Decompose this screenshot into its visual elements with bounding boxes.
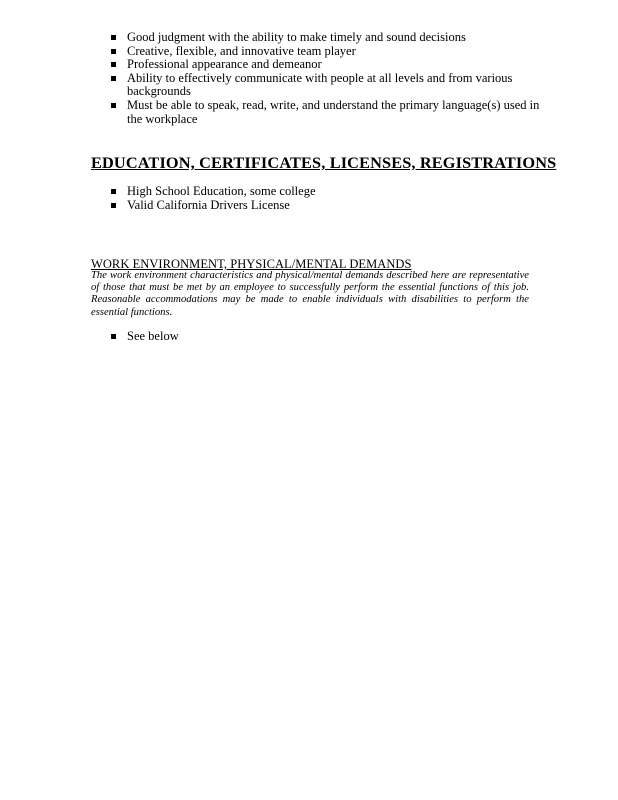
square-bullet-icon [111,203,116,208]
list-item [127,58,547,72]
list-item-text: See below [127,329,179,343]
education-heading: EDUCATION, CERTIFICATES, LICENSES, REGISTRATIONS [91,153,557,172]
list-item-text: Creative, flexible, and innovative team player [127,43,356,58]
list-item [127,72,547,99]
work-environment-description: The work environment characteristics and physical/mental demands described here are representative of those that must be met by an employee to successfully perform the essential functions of this job. Reasonable accommodations may be made to enable individuals with disabilities to perform the essential functions. [91,270,529,318]
list-item-text: Must be able to speak, read, write, and understand the primary language(s) used in the workplace [127,97,540,126]
list-item-text: High School Education, some college [127,184,316,198]
square-bullet-icon [111,103,116,108]
list-item [127,31,547,45]
list-item [127,45,547,59]
square-bullet-icon [111,334,116,339]
square-bullet-icon [111,189,116,194]
square-bullet-icon [111,35,116,40]
list-item [127,185,547,199]
work-environment-heading: WORK ENVIRONMENT, PHYSICAL/MENTAL DEMANDS [91,257,412,271]
skills-list [127,31,547,126]
list-item [127,199,547,213]
square-bullet-icon [111,62,116,67]
list-item-text: Good judgment with the ability to make timely and sound decisions [127,30,466,44]
list-item-text: Professional appearance and demeanor [127,57,322,72]
list-item-text: Ability to effectively communicate with people at all levels and from various backgrounds [127,70,513,99]
education-list [127,185,547,212]
work-environment-list [127,330,427,344]
list-item [127,99,547,126]
list-item [127,330,427,344]
square-bullet-icon [111,76,116,81]
list-item-text: Valid California Drivers License [127,197,290,212]
square-bullet-icon [111,49,116,54]
